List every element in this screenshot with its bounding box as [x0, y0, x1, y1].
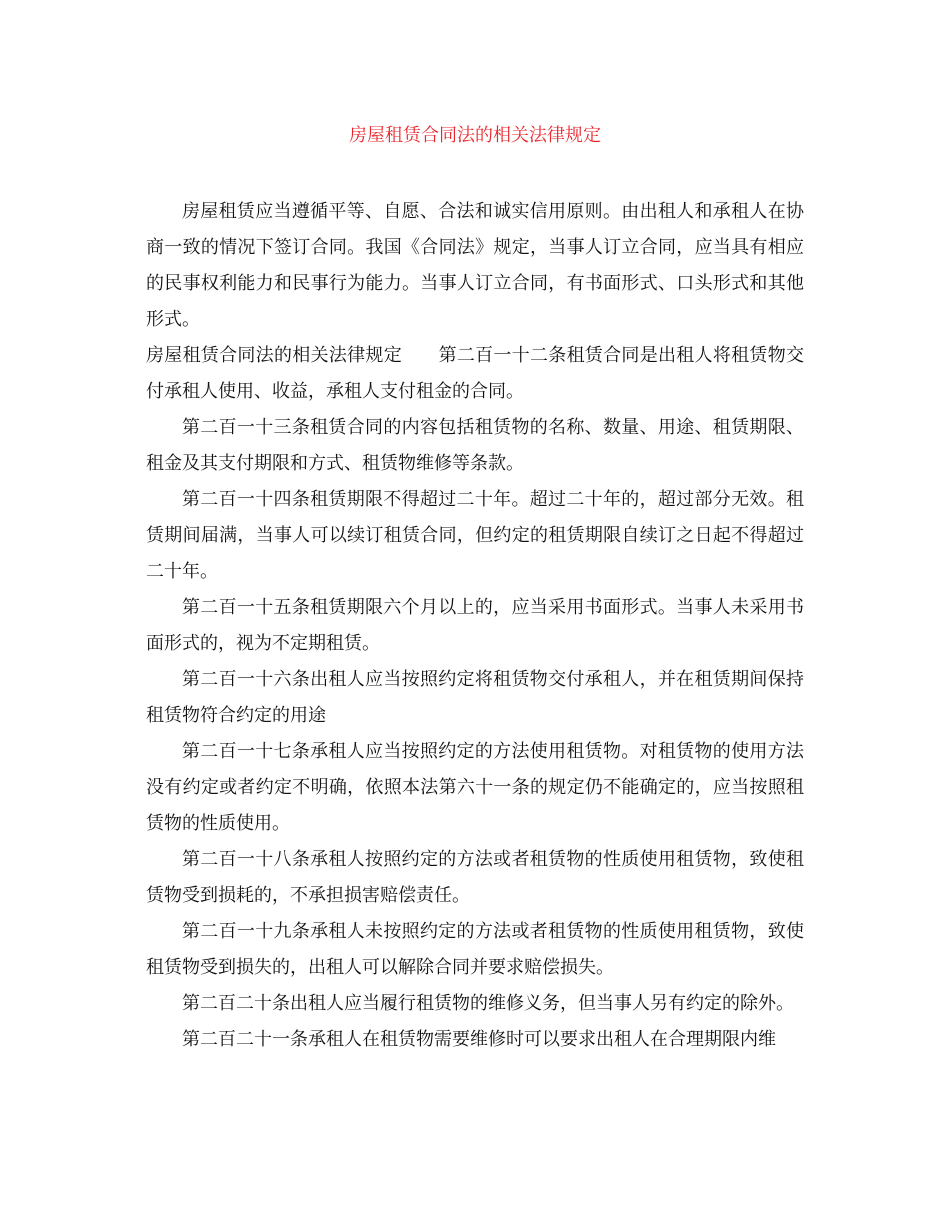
- paragraph-article-213: 第二百一十三条租赁合同的内容包括租赁物的名称、数量、用途、租赁期限、租金及其支付期限和方式、租赁物维修等条款。: [146, 417, 804, 474]
- paragraph-article-215: 第二百一十五条租赁期限六个月以上的，应当采用书面形式。当事人未采用书面形式的，视为不定期租赁。: [146, 597, 804, 654]
- document-body: [146, 194, 804, 1058]
- paragraph-article-220: 第二百二十条出租人应当履行租赁物的维修义务，但当事人另有约定的除外。: [182, 993, 794, 1014]
- paragraph-article-212: 房屋租赁合同法的相关法律规定 第二百一十二条租赁合同是出租人将租赁物交付承租人使用、收益，承租人支付租金的合同。: [146, 345, 804, 402]
- paragraph-article-214: 第二百一十四条租赁期限不得超过二十年。超过二十年的，超过部分无效。租赁期间届满，当事人可以续订租赁合同，但约定的租赁期限自续订之日起不得超过二十年。: [146, 489, 804, 582]
- document-title: 房屋租赁合同法的相关法律规定: [349, 125, 601, 146]
- paragraph-article-218: 第二百一十八条承租人按照约定的方法或者租赁物的性质使用租赁物，致使租赁物受到损耗的，不承担损害赔偿责任。: [146, 849, 804, 906]
- paragraph-article-221: 第二百二十一条承租人在租赁物需要维修时可以要求出租人在合理期限内维: [182, 1029, 776, 1050]
- paragraph-article-219: 第二百一十九条承租人未按照约定的方法或者租赁物的性质使用租赁物，致使租赁物受到损失的，出租人可以解除合同并要求赔偿损失。: [146, 921, 804, 978]
- paragraph-intro: 房屋租赁应当遵循平等、自愿、合法和诚实信用原则。由出租人和承租人在协商一致的情况下签订合同。我国《合同法》规定，当事人订立合同，应当具有相应的民事权利能力和民事行为能力。当事人订立合同，有书面形式、口头形式和其他形式。: [146, 201, 804, 330]
- paragraph-article-217: 第二百一十七条承租人应当按照约定的方法使用租赁物。对租赁物的使用方法没有约定或者约定不明确，依照本法第六十一条的规定仍不能确定的，应当按照租赁物的性质使用。: [146, 741, 804, 834]
- paragraph-article-216: 第二百一十六条出租人应当按照约定将租赁物交付承租人，并在租赁期间保持租赁物符合约定的用途: [146, 669, 804, 726]
